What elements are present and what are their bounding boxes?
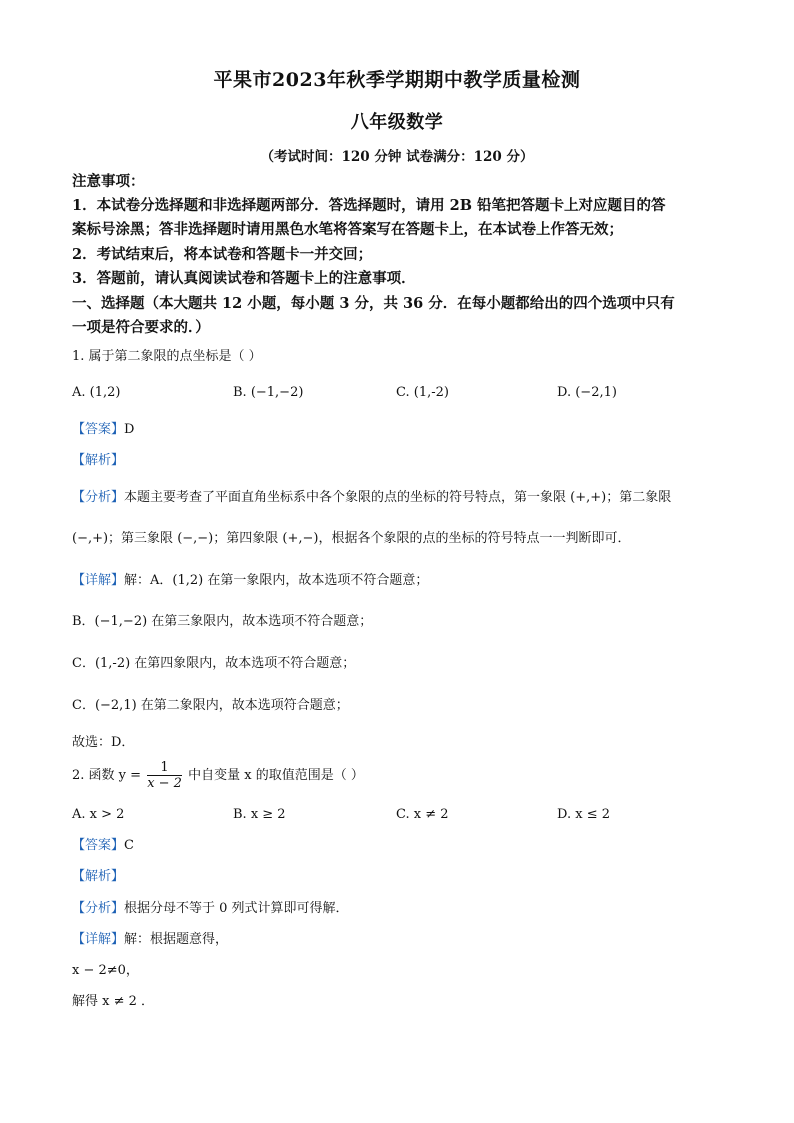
section-1-heading-line-1: 一、选择题（本大题共 12 小题，每小题 3 分，共 36 分．在每小题都给出的四个选项中只有	[72, 295, 675, 312]
q2-answer-tag: 【答案】	[72, 838, 125, 853]
q1-analysis-tag: 【解析】	[72, 453, 125, 468]
q1-fenxi-line-2: (−,+)；第三象限 (−,−)；第四象限 (+,−)，根据各个象限的点的坐标的符号特点一一判断即可．	[72, 531, 631, 546]
q2-fraction-denominator: x − 2	[147, 776, 182, 791]
exam-title: 平果市2023年秋季学期期中教学质量检测	[213, 69, 581, 91]
q1-detail-d: C．(−2,1) 在第二象限内，故本选项符合题意；	[72, 698, 349, 713]
section-1-heading-line-2: 一项是符合要求的．）	[72, 319, 210, 336]
notes-heading: 注意事项：	[72, 173, 145, 190]
q2-detail-2: x − 2≠0，	[72, 963, 139, 978]
q2-fenxi-text: 根据分母不等于 0 列式计算即可得解．	[124, 901, 349, 916]
q2-fraction	[147, 760, 182, 791]
q1-stem: 1. 属于第二象限的点坐标是（ ）	[72, 349, 262, 364]
notes-item-1-line-1: 1．本试卷分选择题和非选择题两部分．答选择题时，请用 2B 铅笔把答题卡上对应题目的答	[72, 197, 666, 214]
q2-detail-3: 解得 x ≠ 2 ．	[72, 994, 155, 1009]
q2-stem	[72, 758, 364, 794]
q1-answer-value: D	[124, 422, 135, 437]
q1-answer-tag: 【答案】	[72, 422, 125, 437]
q1-detail-a-text: 解：A．(1,2) 在第一象限内，故本选项不符合题意；	[124, 573, 429, 588]
q2-stem-after: 中自变量 x 的取值范围是（ ）	[188, 768, 364, 783]
q2-detail-1	[72, 930, 228, 950]
q1-answer-row	[72, 420, 134, 440]
notes-item-1-line-2: 案标号涂黑；答非选择题时请用黑色水笔将答案写在答题卡上，在本试卷上作答无效；	[72, 221, 623, 238]
q1-fenxi-tag: 【分析】	[72, 490, 125, 505]
q1-detail-a	[72, 571, 428, 591]
q1-detail-c: C．(1,-2) 在第四象限内，故本选项不符合题意；	[72, 656, 356, 671]
q2-stem-before: 2. 函数 y =	[72, 768, 142, 783]
q2-detail-tag: 【详解】	[72, 932, 125, 947]
q1-option-c: C. (1,-2)	[396, 385, 449, 400]
q2-answer-value: C	[124, 838, 134, 853]
notes-item-3: 3．答题前，请认真阅读试卷和答题卡上的注意事项．	[72, 270, 416, 287]
q1-option-b: B. (−1,−2)	[233, 385, 304, 400]
q1-detail-tag: 【详解】	[72, 573, 125, 588]
q2-detail-1-text: 解：根据题意得，	[124, 932, 229, 947]
notes-item-2: 2．考试结束后，将本试卷和答题卡一并交回；	[72, 246, 373, 263]
q2-fenxi	[72, 899, 349, 919]
q2-option-a: A. x > 2	[72, 807, 125, 822]
q1-option-a: A. (1,2)	[72, 385, 121, 400]
q2-option-b: B. x ≥ 2	[233, 807, 286, 822]
q1-detail-b: B．(−1,−2) 在第三象限内，故本选项不符合题意；	[72, 614, 373, 629]
q2-option-c: C. x ≠ 2	[396, 807, 449, 822]
q2-option-d: D. x ≤ 2	[557, 807, 610, 822]
q2-fraction-numerator: 1	[147, 760, 182, 776]
q2-fenxi-tag: 【分析】	[72, 901, 125, 916]
q1-option-d: D. (−2,1)	[557, 385, 617, 400]
q2-answer-row	[72, 836, 134, 856]
q2-analysis-tag: 【解析】	[72, 869, 125, 884]
q1-fenxi-text-1: 本题主要考查了平面直角坐标系中各个象限的点的坐标的符号特点，第一象限 (+,+)；第二象限	[124, 490, 672, 505]
exam-subject: 八年级数学	[350, 112, 444, 133]
q1-fenxi-line-1	[72, 488, 671, 508]
exam-info: （考试时间：120 分钟 试卷满分：120 分）	[260, 149, 534, 165]
q1-conclusion: 故选：D．	[72, 735, 135, 750]
